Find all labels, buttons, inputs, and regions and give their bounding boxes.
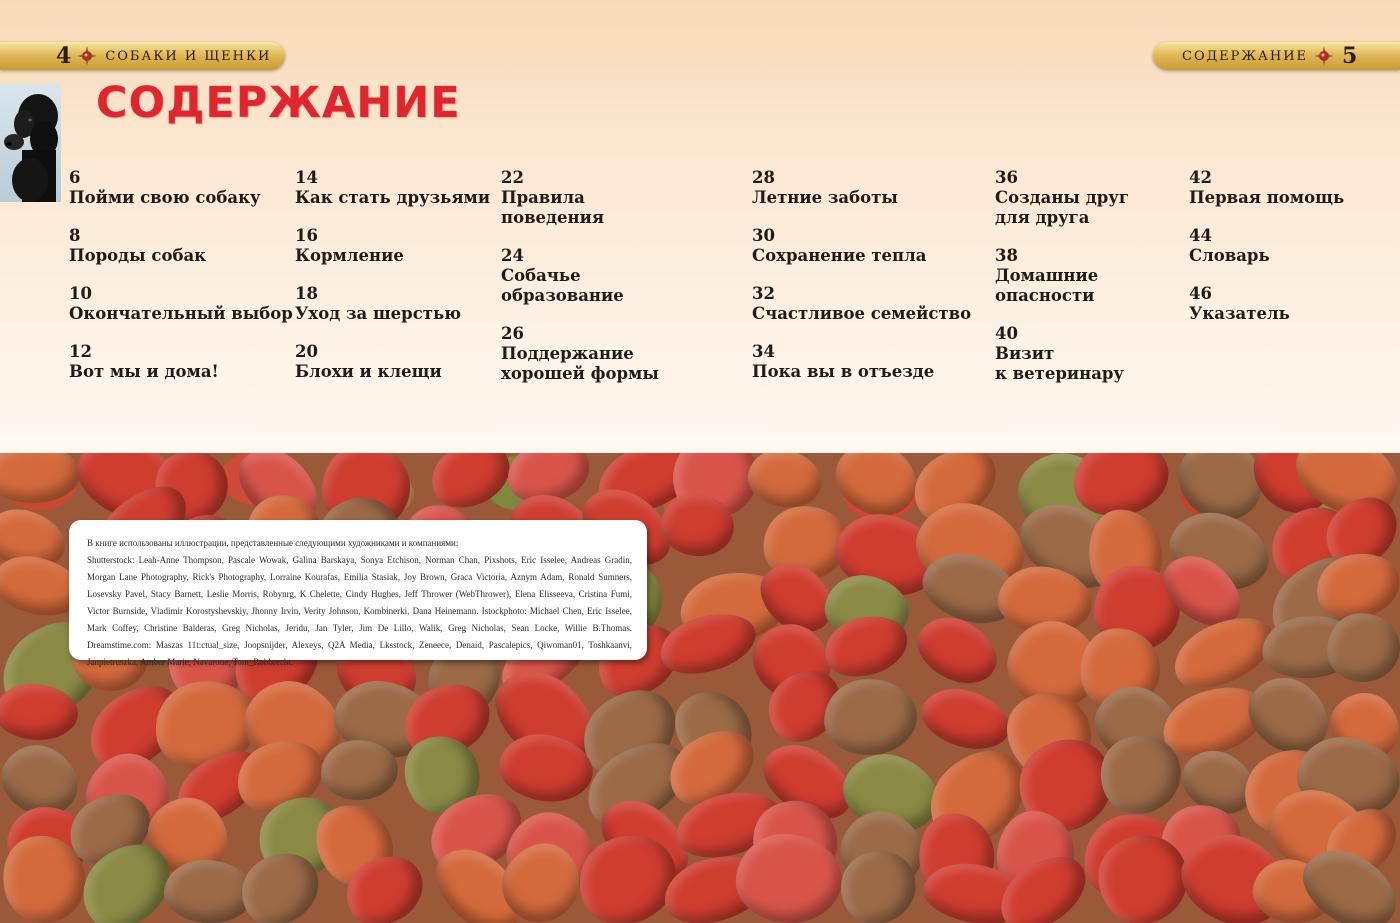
toc-entry[interactable] — [69, 226, 293, 266]
kibble-piece — [915, 679, 1017, 759]
toc-entry[interactable] — [752, 168, 971, 208]
toc-chapter-title: Собачье образование — [501, 266, 624, 305]
toc-entry[interactable] — [501, 168, 659, 228]
toc-page-number: 18 — [295, 284, 318, 303]
right-running-header — [1153, 42, 1400, 70]
left-running-header — [0, 42, 285, 70]
credits-intro: В книге использованы иллюстрации, представленные следующими художниками и компаниями: — [87, 538, 459, 548]
toc-page-number: 46 — [1189, 284, 1212, 303]
toc-column-4 — [752, 168, 971, 400]
toc-page-number: 32 — [752, 284, 775, 303]
toc-chapter-title: Породы собак — [69, 246, 207, 265]
toc-page-number: 12 — [69, 342, 92, 361]
toc-entry[interactable] — [752, 226, 971, 266]
toc-chapter-title: Указатель — [1189, 304, 1290, 323]
toc-chapter-title: Блохи и клещи — [295, 362, 442, 381]
toc-column-2 — [295, 168, 490, 400]
toc-entry[interactable] — [295, 226, 490, 266]
left-header-title: СОБАКИ И ЩЕНКИ — [105, 48, 272, 64]
toc-page-number: 40 — [995, 324, 1018, 343]
toc-entry[interactable] — [995, 324, 1129, 384]
toc-entry[interactable] — [1189, 284, 1344, 324]
poodle-photo — [0, 84, 61, 202]
toc-page-number: 36 — [995, 168, 1018, 187]
toc-page-number: 28 — [752, 168, 775, 187]
toc-chapter-title: Счастливое семейство — [752, 304, 972, 323]
toc-entry[interactable] — [1189, 226, 1344, 266]
toc-entry[interactable] — [69, 168, 293, 208]
toc-entry[interactable] — [295, 284, 490, 324]
toc-page-number: 42 — [1189, 168, 1212, 187]
toc-page-number: 38 — [995, 246, 1018, 265]
toc-entry[interactable] — [295, 168, 490, 208]
toc-entry[interactable] — [1189, 168, 1344, 208]
toc-page-number: 6 — [69, 168, 81, 187]
toc-chapter-title: Пойми свою собаку — [69, 188, 261, 207]
toc-chapter-title: Поддержание хорошей формы — [501, 344, 659, 383]
toc-page-number: 16 — [295, 226, 318, 245]
toc-chapter-title: Окончательный выбор — [69, 304, 293, 323]
toc-entry[interactable] — [69, 284, 293, 324]
toc-chapter-title: Первая помощь — [1189, 188, 1345, 207]
toc-chapter-title: Вот мы и дома! — [69, 362, 219, 381]
toc-page-number: 14 — [295, 168, 318, 187]
toc-page-number: 22 — [501, 168, 524, 187]
right-page-number: 5 — [1342, 43, 1358, 69]
toc-entry[interactable] — [752, 284, 971, 324]
toc-page-number: 8 — [69, 226, 81, 245]
toc-page-number: 34 — [752, 342, 775, 361]
toc-chapter-title: Правила поведения — [501, 188, 605, 227]
toc-column-6 — [1189, 168, 1344, 342]
credits-text — [87, 535, 632, 671]
toc-column-1 — [69, 168, 293, 400]
toc-entry[interactable] — [295, 342, 490, 382]
kibble-piece — [743, 453, 827, 514]
toc-chapter-title: Кормление — [295, 246, 404, 265]
toc-chapter-title: Словарь — [1189, 246, 1270, 265]
toc-page-number: 10 — [69, 284, 92, 303]
toc-entry[interactable] — [995, 246, 1129, 306]
kibble-piece — [0, 453, 80, 503]
toc-page-number: 44 — [1189, 226, 1212, 245]
credits-body: Shutterstock: Leah-Anne Thompson, Pascale Wowak, Galina Barskaya, Sonya Etchison, Norman Chan, Pixshots, Eric Isselee, Andreas Gradin, Morgan Lane Photography, Rick's Photography, Lorraine Kourafas, Emilia Stasiak, Joy Brown, Graca Victoria, Aznym Adam, Ronald Sumners, Losevsky Pavel, Stacy Barnett, Leslie Morris, Robynrg, K Chelette, Cindy Hughes, Jeff Thrower (WebThrower), Elena Elisseeva, Cristina Fumi, Victor Burnside, Vladimir Korostyshevskiy, Jhonny Irvin, Verity Johnson, Kombinerki, Dana Heinemann. Istockphoto: Michael Chen, Eric Isselee, Mark Coffey, Christine Balderas, Greg Nicholas, Jeridu, Jan Tyler, Jim De Lillo, Walik, Greg Nicholas, Sean Locke, Willie B.Thomas. Dreamstime.com: Maszas 11t:ctual_size, Joopsnijder, Alexeys, Q2A Media, Lksstock, Zeneece, Denaid, Pascalepics, Qiwoman01, Toshkaanvi, Janpietruszka, Amber Marie, Navarone, Tom_Robbrecht. — [87, 555, 632, 667]
toc-chapter-title: Летние заботы — [752, 188, 898, 207]
toc-page-number: 26 — [501, 324, 524, 343]
toc-chapter-title: Уход за шерстью — [295, 304, 462, 323]
toc-column-5 — [995, 168, 1129, 402]
toc-chapter-title: Домашние опасности — [995, 266, 1099, 305]
toc-page-number: 30 — [752, 226, 775, 245]
toc-entry[interactable] — [995, 168, 1129, 228]
toc-entry[interactable] — [69, 342, 293, 382]
toc-entry[interactable] — [501, 324, 659, 384]
credits-box — [69, 520, 647, 667]
toc-column-3 — [501, 168, 659, 402]
toc-chapter-title: Как стать друзьями — [295, 188, 491, 207]
toc-chapter-title: Визит к ветеринару — [995, 344, 1124, 383]
toc-entry[interactable] — [501, 246, 659, 306]
toc-chapter-title: Созданы друг для друга — [995, 188, 1129, 227]
left-page-number: 4 — [56, 43, 72, 69]
right-header-title: СОДЕРЖАНИЕ — [1182, 48, 1309, 64]
compass-rose-icon — [77, 46, 97, 66]
toc-page-number: 24 — [501, 246, 524, 265]
page-title: СОДЕРЖАНИЕ — [96, 78, 461, 128]
compass-rose-icon — [1314, 46, 1334, 66]
toc-entry[interactable] — [752, 342, 971, 382]
toc-page-number: 20 — [295, 342, 318, 361]
toc-chapter-title: Пока вы в отъезде — [752, 362, 935, 381]
toc-chapter-title: Сохранение тепла — [752, 246, 927, 265]
